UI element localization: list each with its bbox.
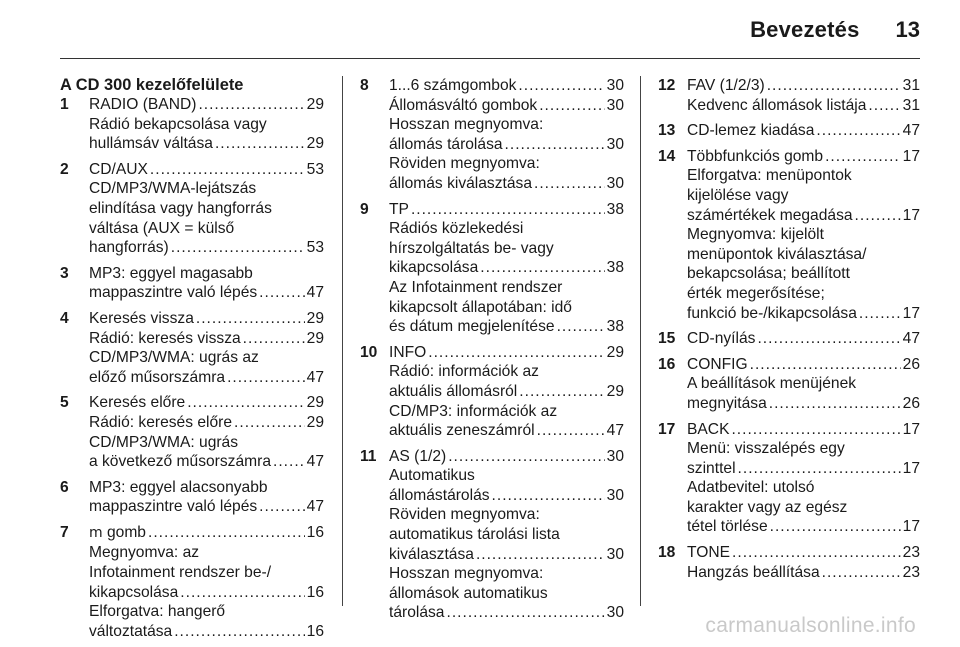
- toc-line: [89, 329, 324, 349]
- toc-line-text: váltása (AUX = külső: [89, 219, 235, 237]
- toc-line-text: FAV (1/2/3): [687, 77, 765, 94]
- dot-leader: [505, 135, 605, 155]
- toc-line-text: Rádió: keresés előre: [89, 413, 233, 431]
- toc-line-text: kikapcsolt állapotában: idő: [389, 298, 572, 316]
- page-reference: 53: [306, 239, 324, 257]
- dot-leader: [259, 497, 304, 517]
- dot-leader: [738, 459, 901, 479]
- toc-line: [687, 264, 920, 284]
- page-reference: 29: [606, 382, 624, 400]
- page-header: [750, 17, 920, 47]
- page-reference: 30: [606, 135, 624, 153]
- toc-line-text: Rádió bekapcsolása vagy: [89, 115, 267, 133]
- toc-line-text: INFO: [389, 343, 427, 361]
- dot-leader: [534, 174, 605, 194]
- toc-line-text: kijelölése vagy: [687, 186, 789, 204]
- power-icon: m: [89, 524, 103, 541]
- toc-line-text: Hosszan megnyomva:: [389, 116, 544, 134]
- entry-number: 2: [60, 160, 69, 178]
- toc-line-text: [89, 523, 146, 544]
- toc-line: [89, 622, 324, 642]
- toc-entry: [360, 447, 624, 623]
- dot-leader: [171, 238, 305, 258]
- toc-entry: [658, 355, 920, 414]
- toc-line-text: automatikus tárolási lista: [389, 526, 560, 544]
- toc-line-text: Megnyomva: kijelölt: [687, 226, 824, 244]
- toc-line-text: szinttel: [687, 459, 736, 477]
- toc-line: [687, 186, 920, 206]
- toc-line-text: CD/MP3/WMA: ugrás az: [89, 349, 259, 367]
- toc-line-text: Menü: visszalépés egy: [687, 440, 845, 458]
- toc-line: [687, 166, 920, 186]
- page-reference: 53: [306, 160, 324, 178]
- entry-number: 4: [60, 309, 69, 327]
- toc-line: [389, 603, 624, 623]
- toc-line: [89, 283, 324, 303]
- page-reference: 47: [306, 284, 324, 302]
- toc-entry: [60, 478, 324, 517]
- toc-line: [687, 439, 920, 459]
- page-reference: 23: [902, 544, 920, 562]
- dot-leader: [198, 95, 304, 115]
- entry-number: 8: [360, 77, 369, 94]
- toc-line: [389, 317, 624, 337]
- toc-line-text: mappaszintre való lépés: [89, 284, 258, 302]
- page-reference: 30: [606, 174, 624, 192]
- toc-line-text: CD/AUX: [89, 160, 148, 178]
- dot-leader: [148, 523, 305, 544]
- toc-line-text: Infotainment rendszer be-/: [89, 564, 272, 582]
- toc-line: [89, 583, 324, 603]
- page-reference: 23: [902, 563, 920, 581]
- toc-line-text: Elforgatva: hangerő: [89, 603, 226, 621]
- toc-line: [389, 564, 624, 584]
- dot-leader: [816, 121, 900, 141]
- toc-line: [389, 421, 624, 441]
- toc-line: [687, 478, 920, 498]
- entry-number: 18: [658, 544, 676, 562]
- toc-line-text: bekapcsolása; beállított: [687, 265, 850, 283]
- toc-line: [389, 584, 624, 604]
- toc-line: [89, 368, 324, 388]
- toc-line-text: Keresés előre: [89, 394, 186, 412]
- toc-line-text: Megnyomva: az: [89, 544, 200, 562]
- toc-entry: [60, 393, 324, 471]
- toc-entry: [360, 343, 624, 441]
- toc-line: [89, 219, 324, 239]
- toc-line: [389, 382, 624, 402]
- toc-line-label: gomb: [102, 523, 146, 541]
- toc-line: [89, 563, 324, 583]
- toc-entry: [658, 543, 920, 582]
- toc-line: [89, 497, 324, 517]
- toc-line: [687, 245, 920, 265]
- toc-line-text: CD/MP3/WMA-lejátszás: [89, 180, 257, 198]
- dot-leader: [822, 563, 901, 583]
- toc-line-text: számértékek megadása: [687, 206, 853, 224]
- page-reference: 29: [606, 343, 624, 361]
- toc-line-text: Hosszan megnyomva:: [389, 565, 544, 583]
- page-reference: 38: [606, 259, 624, 277]
- toc-line-text: CD/MP3: információk az: [389, 402, 558, 420]
- entry-number: 16: [658, 355, 676, 373]
- toc-line: [89, 602, 324, 622]
- toc-line-text: kiválasztása: [389, 545, 474, 563]
- toc-line: [89, 160, 324, 180]
- section-title: A CD 300 kezelőfelülete: [60, 76, 244, 94]
- toc-line-text: mappaszintre való lépés: [89, 498, 258, 516]
- toc-line: [389, 96, 624, 116]
- page-reference: 29: [306, 413, 324, 431]
- toc-line-text: funkció be-/kikapcsolása: [687, 304, 857, 322]
- toc-line: [89, 452, 324, 472]
- dot-leader: [187, 393, 304, 413]
- toc-line-text: kikapcsolása: [89, 583, 179, 601]
- toc-line: [89, 348, 324, 368]
- toc-line-text: Többfunkciós gomb: [687, 147, 824, 165]
- toc-line: [89, 309, 324, 329]
- dot-leader: [273, 452, 305, 472]
- dot-leader: [446, 603, 604, 623]
- toc-line: [89, 264, 324, 284]
- toc-line-text: aktuális zeneszámról: [389, 422, 535, 440]
- toc-line-text: és dátum megjelenítése: [389, 318, 555, 336]
- toc-line: [389, 447, 624, 467]
- toc-line: [687, 517, 920, 537]
- toc-line: [89, 95, 324, 115]
- toc-line-text: változtatása: [89, 622, 173, 640]
- page-reference: 17: [902, 459, 920, 477]
- entry-number: 6: [60, 478, 69, 496]
- toc-line-text: Az Infotainment rendszer: [389, 278, 563, 296]
- toc-line: [89, 199, 324, 219]
- toc-line-text: hírszolgáltatás be- vagy: [389, 239, 554, 257]
- toc-line: [687, 394, 920, 414]
- page-reference: 38: [606, 200, 624, 218]
- page-reference: 29: [306, 309, 324, 327]
- entry-number: 3: [60, 264, 69, 282]
- toc-line-text: 1...6 számgombok: [389, 77, 517, 94]
- toc-line: [389, 298, 624, 318]
- page-reference: 17: [902, 420, 920, 438]
- toc-line-text: hangforrás): [89, 239, 169, 257]
- toc-line-text: TP: [389, 200, 409, 218]
- toc-line: [89, 393, 324, 413]
- dot-leader: [480, 258, 604, 278]
- toc-line: [389, 545, 624, 565]
- dot-leader: [150, 160, 305, 180]
- toc-line: [389, 219, 624, 239]
- page-reference: 47: [306, 453, 324, 471]
- toc-line-text: MP3: eggyel magasabb: [89, 264, 253, 282]
- entry-number: 12: [658, 77, 676, 94]
- dot-leader: [825, 147, 901, 167]
- entry-number: 7: [60, 523, 69, 541]
- dot-leader: [767, 76, 901, 96]
- dot-leader: [428, 343, 604, 363]
- toc-line-text: Röviden megnyomva:: [389, 506, 540, 524]
- page-reference: 29: [306, 135, 324, 153]
- page-reference: 47: [306, 368, 324, 386]
- toc-line-text: Állomásváltó gombok: [389, 96, 538, 114]
- dot-leader: [196, 309, 305, 329]
- toc-line-text: TONE: [687, 544, 731, 562]
- toc-entry: [658, 147, 920, 323]
- entry-number: 9: [360, 200, 369, 218]
- toc-line-text: Rádió: keresés vissza: [89, 329, 241, 347]
- dot-leader: [215, 134, 305, 154]
- dot-leader: [757, 329, 900, 349]
- toc-line: [89, 115, 324, 135]
- dot-leader: [859, 304, 901, 324]
- toc-line: [687, 225, 920, 245]
- toc-line-text: kikapcsolása: [389, 259, 479, 277]
- entry-number: 17: [658, 420, 676, 438]
- toc-entry: [658, 329, 920, 349]
- toc-line: [89, 134, 324, 154]
- toc-line: [389, 174, 624, 194]
- page-reference: 26: [902, 355, 920, 373]
- toc-line: [687, 498, 920, 518]
- toc-line: [89, 238, 324, 258]
- toc-line: [389, 466, 624, 486]
- toc-line-text: Röviden megnyomva:: [389, 155, 540, 173]
- dot-leader: [769, 394, 901, 414]
- toc-entry: [60, 309, 324, 387]
- toc-line: [89, 478, 324, 498]
- toc-line: [687, 76, 920, 96]
- toc-line-text: érték megerősítése;: [687, 284, 825, 302]
- toc-line: [687, 543, 920, 563]
- toc-line-text: Rádiós közlekedési: [389, 220, 524, 238]
- dot-leader: [518, 76, 604, 96]
- toc-line: [389, 258, 624, 278]
- toc-line: [389, 154, 624, 174]
- toc-line-text: AS (1/2): [389, 447, 447, 465]
- toc-line: [389, 402, 624, 422]
- dot-leader: [770, 517, 901, 537]
- toc-line-text: CD-nyílás: [687, 330, 756, 348]
- toc-line: [389, 200, 624, 220]
- toc-line: [389, 76, 624, 96]
- toc-entry: [360, 200, 624, 337]
- toc-line: [89, 433, 324, 453]
- toc-line: [389, 115, 624, 135]
- page-reference: 17: [902, 518, 920, 536]
- dot-leader: [243, 329, 305, 349]
- dot-leader: [234, 413, 305, 433]
- dot-leader: [476, 545, 605, 565]
- toc-entry: [360, 76, 624, 194]
- page-reference: 16: [306, 523, 324, 541]
- page-reference: 30: [606, 604, 624, 622]
- page-reference: 30: [606, 545, 624, 563]
- page-number: 13: [895, 17, 920, 42]
- toc-line-text: elindítása vagy hangforrás: [89, 199, 272, 217]
- dot-leader: [180, 583, 304, 603]
- toc-line: [389, 362, 624, 382]
- toc-line-text: állomás kiválasztása: [389, 174, 533, 192]
- page-reference: 26: [902, 394, 920, 412]
- toc-line-text: Hangzás beállítása: [687, 563, 820, 581]
- page-reference: 29: [306, 394, 324, 412]
- toc-column-2: [360, 76, 624, 629]
- toc-line: [687, 96, 920, 116]
- toc-line-text: állomások automatikus: [389, 584, 548, 602]
- dot-leader: [411, 200, 605, 220]
- toc-entry: [658, 420, 920, 538]
- toc-line-text: tétel törlése: [687, 518, 768, 536]
- toc-line-text: CD-lemez kiadása: [687, 122, 815, 140]
- toc-line-text: a következő műsorszámra: [89, 453, 271, 471]
- page-reference: 30: [606, 447, 624, 465]
- toc-line-text: tárolása: [389, 604, 445, 622]
- toc-line: [687, 121, 920, 141]
- toc-line: [687, 206, 920, 226]
- page-reference: 47: [306, 498, 324, 516]
- page-reference: 29: [306, 96, 324, 113]
- dot-leader: [492, 486, 605, 506]
- dot-leader: [519, 382, 604, 402]
- toc-line-text: Rádió: információk az: [389, 363, 539, 381]
- toc-entry: [60, 523, 324, 642]
- dot-leader: [731, 420, 900, 440]
- dot-leader: [732, 543, 901, 563]
- toc-entry: [658, 121, 920, 141]
- page-reference: 16: [306, 583, 324, 601]
- column-divider: [342, 76, 343, 606]
- header-rule: [60, 58, 920, 59]
- toc-entry: [658, 76, 920, 115]
- page-reference: 47: [606, 422, 624, 440]
- toc-line-text: menüpontok kiválasztása/: [687, 245, 867, 263]
- toc-entry: [60, 160, 324, 258]
- toc-line: [89, 413, 324, 433]
- page-reference: 17: [902, 206, 920, 224]
- entry-number: 5: [60, 394, 69, 412]
- toc-line: [687, 355, 920, 375]
- toc-line: [389, 343, 624, 363]
- header-title: Bevezetés: [750, 17, 860, 42]
- toc-entry: [60, 264, 324, 303]
- toc-line: [389, 278, 624, 298]
- dot-leader: [868, 96, 900, 116]
- toc-line-text: előző műsorszámra: [89, 368, 226, 386]
- toc-column-1: [60, 76, 324, 647]
- toc-line-text: Automatikus: [389, 467, 475, 485]
- dot-leader: [750, 355, 901, 375]
- dot-leader: [539, 96, 604, 116]
- dot-leader: [557, 317, 605, 337]
- page-reference: 38: [606, 318, 624, 336]
- toc-line: [89, 523, 324, 544]
- toc-line-text: MP3: eggyel alacsonyabb: [89, 478, 268, 496]
- toc-line: [389, 505, 624, 525]
- toc-line-text: BACK: [687, 420, 730, 438]
- page-reference: 29: [306, 329, 324, 347]
- dot-leader: [227, 368, 305, 388]
- toc-line-text: Keresés vissza: [89, 309, 194, 327]
- page-reference: 17: [902, 147, 920, 165]
- toc-line: [687, 147, 920, 167]
- toc-line-text: Adatbevitel: utolsó: [687, 479, 815, 497]
- entry-number: 13: [658, 122, 676, 140]
- page-reference: 17: [902, 304, 920, 322]
- toc-line: [389, 135, 624, 155]
- entry-number: 14: [658, 147, 676, 165]
- toc-line-text: RADIO (BAND): [89, 96, 197, 113]
- toc-line: [687, 329, 920, 349]
- toc-line-text: megnyitása: [687, 394, 767, 412]
- toc-line: [687, 459, 920, 479]
- toc-line: [389, 239, 624, 259]
- page-reference: 47: [902, 122, 920, 140]
- toc-entry: [60, 95, 324, 154]
- toc-line: [687, 304, 920, 324]
- toc-line-text: A beállítások menüjének: [687, 375, 857, 393]
- toc-line-text: CD/MP3/WMA: ugrás: [89, 433, 239, 451]
- entry-number: 1: [60, 96, 69, 113]
- dot-leader: [855, 206, 901, 226]
- page-reference: 30: [606, 486, 624, 504]
- column-divider: [640, 76, 641, 606]
- toc-line: [687, 563, 920, 583]
- dot-leader: [174, 622, 304, 642]
- page-reference: 30: [606, 77, 624, 94]
- toc-line: [389, 486, 624, 506]
- toc-column-3: [658, 76, 920, 588]
- toc-line: [687, 374, 920, 394]
- watermark: carmanualsonline.info: [705, 614, 916, 637]
- toc-line-text: karakter vagy az egész: [687, 498, 848, 516]
- toc-line-text: állomástárolás: [389, 486, 490, 504]
- toc-line: [687, 284, 920, 304]
- entry-number: 10: [360, 343, 378, 361]
- dot-leader: [537, 421, 605, 441]
- toc-line: [389, 525, 624, 545]
- toc-line-text: állomás tárolása: [389, 135, 503, 153]
- toc-line: [687, 420, 920, 440]
- page-reference: 31: [902, 77, 920, 94]
- entry-number: 11: [360, 447, 377, 465]
- toc-line: [89, 179, 324, 199]
- page-reference: 16: [306, 622, 324, 640]
- toc-line: [89, 543, 324, 563]
- toc-line-text: Kedvenc állomások listája: [687, 96, 867, 114]
- toc-line-text: aktuális állomásról: [389, 382, 518, 400]
- toc-line-text: Elforgatva: menüpontok: [687, 167, 852, 185]
- page-reference: 30: [606, 96, 624, 114]
- dot-leader: [448, 447, 604, 467]
- toc-line-text: CONFIG: [687, 355, 748, 373]
- toc-line-text: hullámsáv váltása: [89, 135, 213, 153]
- entry-number: 15: [658, 330, 676, 348]
- dot-leader: [259, 283, 304, 303]
- page-reference: 31: [902, 96, 920, 114]
- page-reference: 47: [902, 330, 920, 348]
